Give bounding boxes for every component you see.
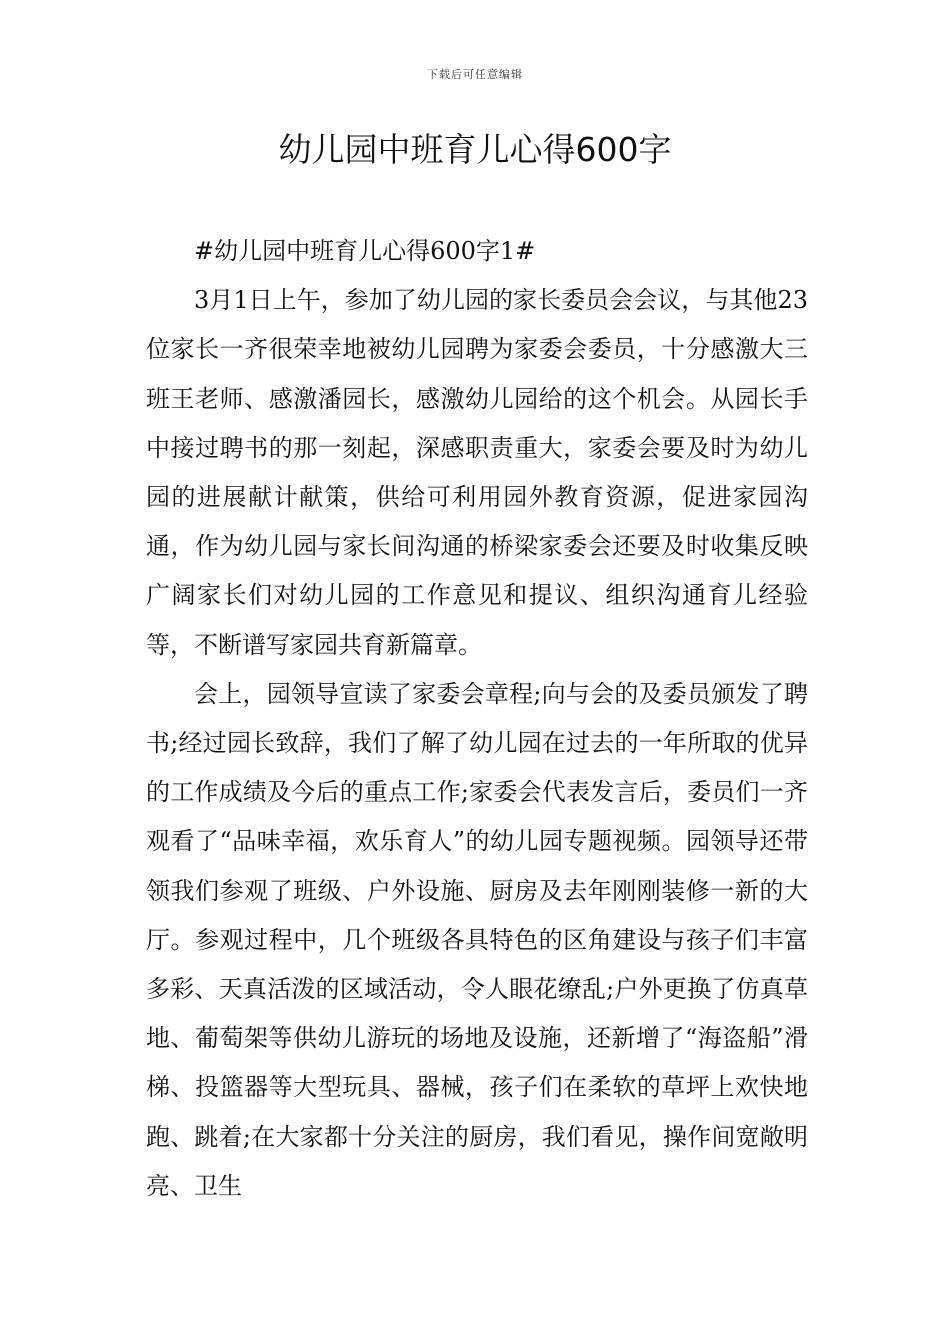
header-note: 下载后可任意编辑 xyxy=(427,68,523,81)
document-body xyxy=(146,227,808,1211)
page-title: 幼儿园中班育儿心得600字 xyxy=(278,130,672,169)
section-heading: #幼儿园中班育儿心得600字1# xyxy=(194,237,536,265)
paragraph: 3月1日上午，参加了幼儿园的家长委员会会议，与其他23位家长一齐很荣幸地被幼儿园聘为家委会委员，十分感激大三班王老师、感激潘园长，感激幼儿园给的这个机会。从园长手中接过聘书的那一刻起，深感职责重大，家委会要及时为幼儿园的进展献计献策，供给可利用园外教育资源，促进家园沟通，作为幼儿园与家长间沟通的桥梁家委会还要及时收集反映广阔家长们对幼儿园的工作意见和提议、组织沟通育儿经验等，不断谱写家园共育新篇章。 xyxy=(146,286,808,659)
paragraph: 会上，园领导宣读了家委会章程;向与会的及委员颁发了聘书;经过园长致辞，我们了解了幼儿园在过去的一年所取的优异的工作成绩及今后的重点工作;家委会代表发言后，委员们一齐观看了“品味幸福，欢乐育人”的幼儿园专题视频。园领导还带领我们参观了班级、户外设施、厨房及去年刚刚装修一新的大厅。参观过程中，几个班级各具特色的区角建设与孩子们丰富多彩、天真活泼的区域活动，令人眼花缭乱;户外更换了仿真草地、葡萄架等供幼儿游玩的场地及设施，还新增了“海盗船”滑梯、投篮器等大型玩具、器械，孩子们在柔软的草坪上欢快地跑、跳着;在大家都十分关注的厨房，我们看见，操作间宽敞明亮、卫生 xyxy=(146,679,808,1200)
